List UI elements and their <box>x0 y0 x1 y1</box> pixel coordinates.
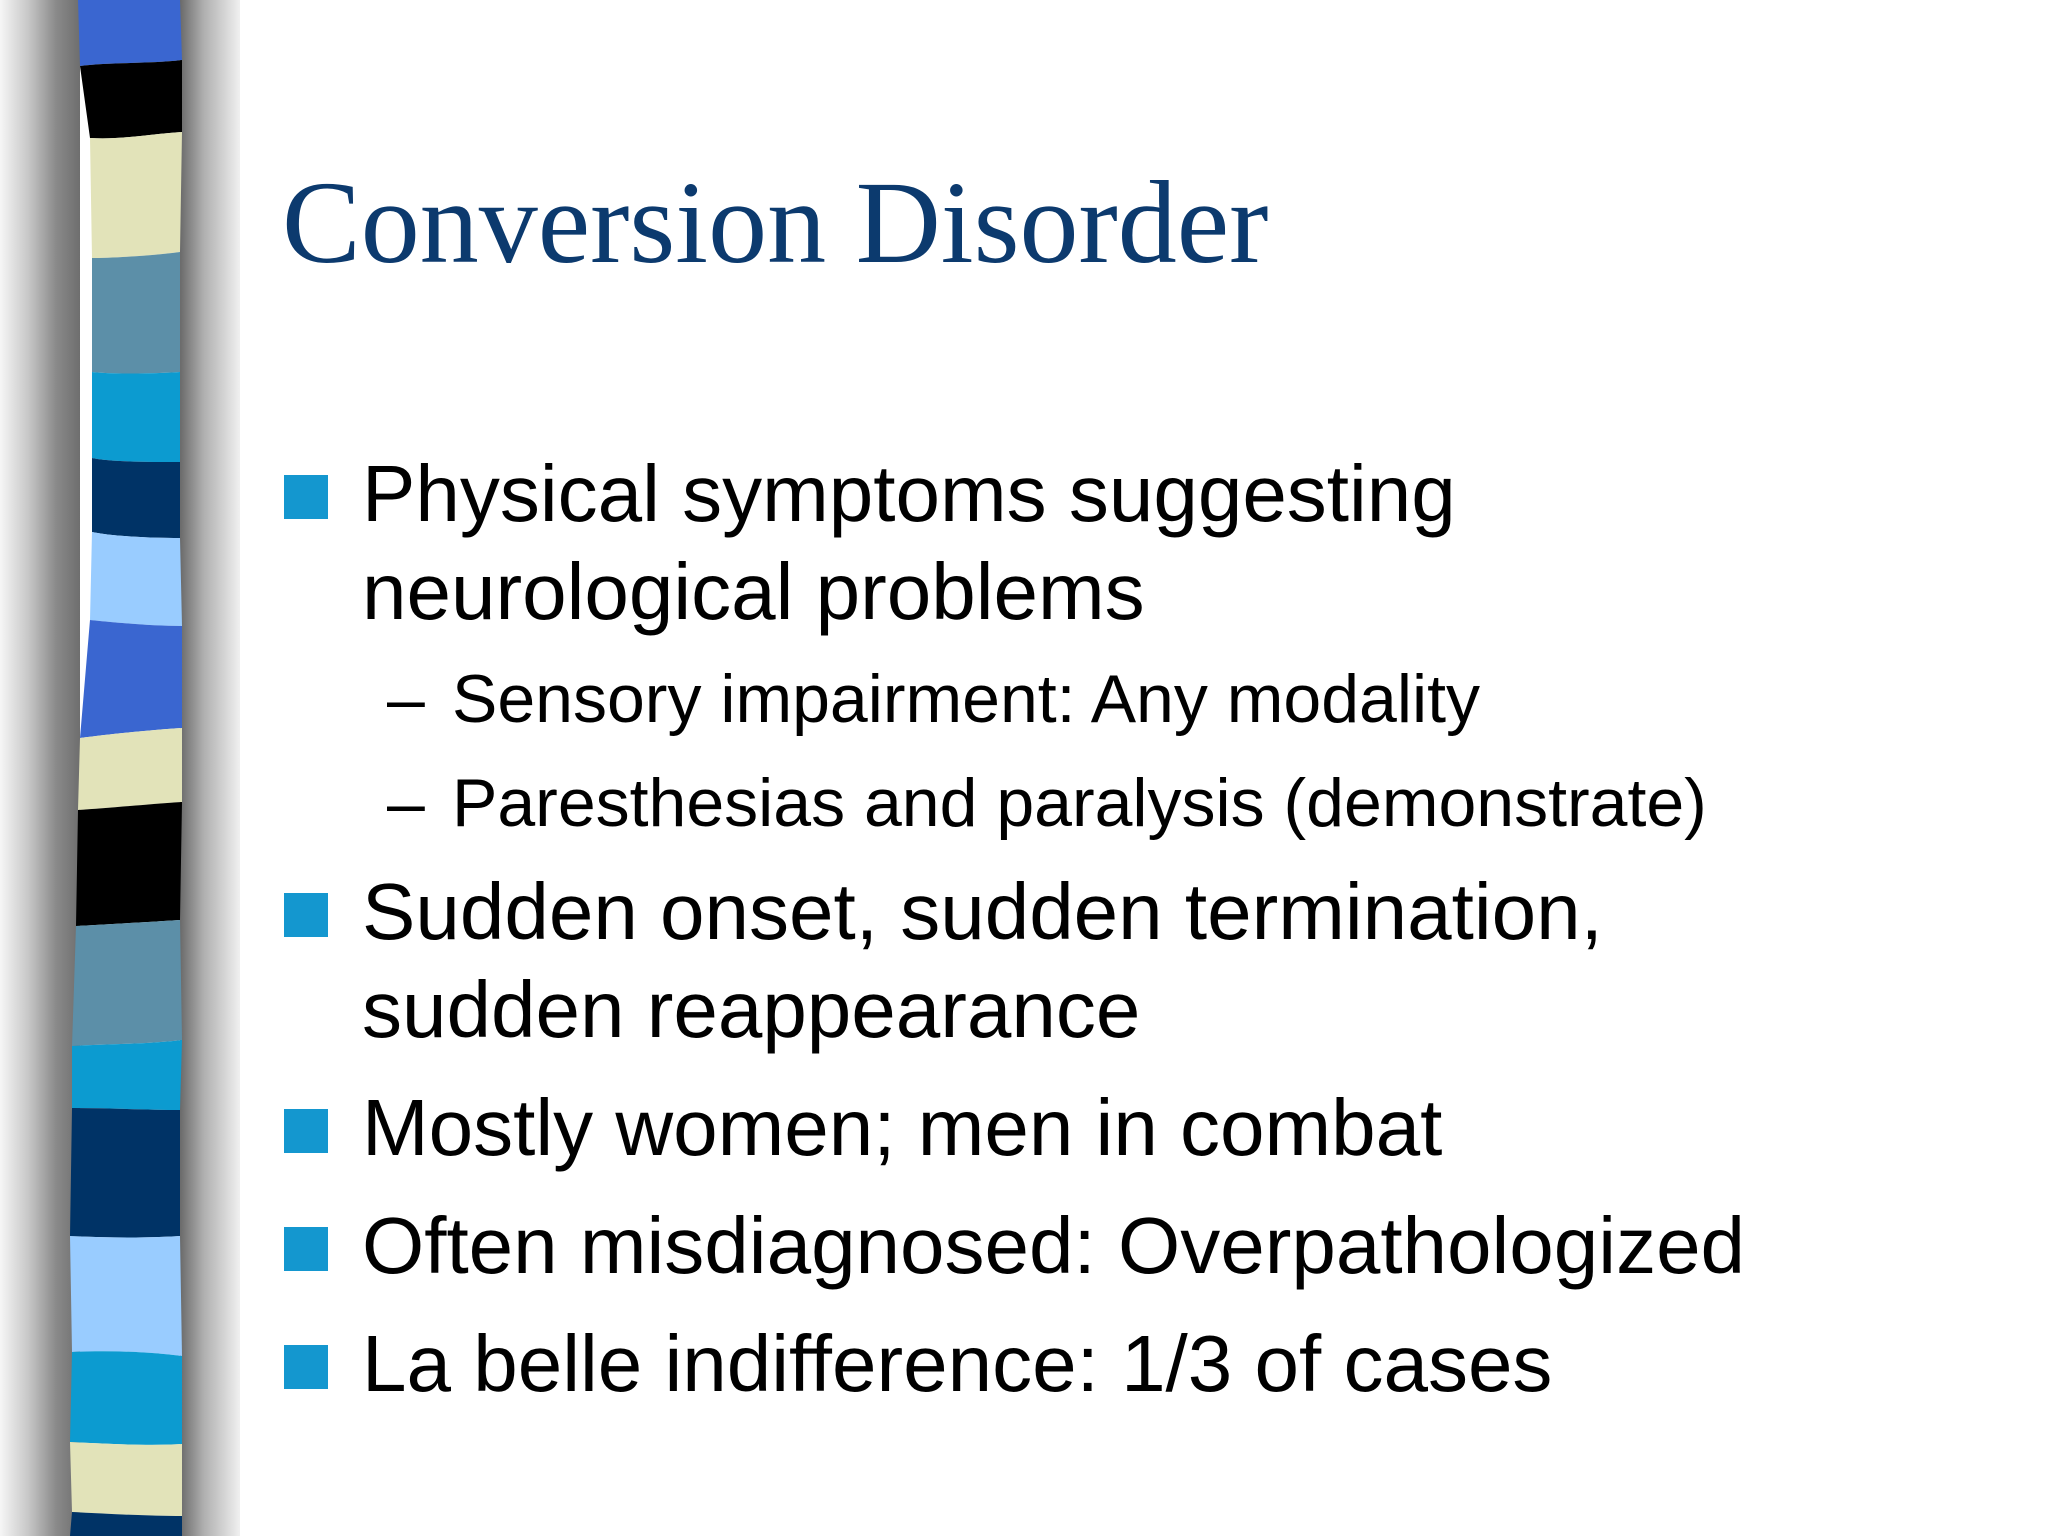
square-bullet-icon <box>284 1345 328 1389</box>
bullet-item <box>282 1079 2022 1177</box>
bullet-text-line: Sudden onset, sudden termination, <box>362 867 1603 956</box>
square-bullet-icon <box>284 475 328 519</box>
square-bullet-icon <box>284 1227 328 1271</box>
sub-bullet-text: Sensory impairment: Any modality <box>452 661 1480 737</box>
dash-bullet-icon: – <box>387 661 425 737</box>
bullet-item <box>282 445 2022 641</box>
sub-bullet-list <box>282 647 2022 855</box>
striped-border-graphic <box>0 0 240 1536</box>
bullet-text-line: sudden reappearance <box>362 965 1141 1054</box>
square-bullet-icon <box>284 1109 328 1153</box>
bullet-text-line: Often misdiagnosed: Overpathologized <box>362 1201 1746 1290</box>
sub-bullet-text: Paresthesias and paralysis (demonstrate) <box>452 765 1707 841</box>
bullet-item <box>282 863 2022 1059</box>
bullet-text-line: neurological problems <box>362 547 1145 636</box>
bullet-text-line: Physical symptoms suggesting <box>362 449 1456 538</box>
bullet-item <box>282 1197 2022 1295</box>
bullet-text-line: La belle indifference: 1/3 of cases <box>362 1319 1553 1408</box>
striped-border-decoration <box>0 0 240 1536</box>
bullet-text-line: Mostly women; men in combat <box>362 1083 1443 1172</box>
sub-bullet-item <box>282 751 2022 855</box>
sub-bullet-item <box>282 647 2022 751</box>
square-bullet-icon <box>284 893 328 937</box>
dash-bullet-icon: – <box>387 765 425 841</box>
bullet-list <box>282 445 2022 1413</box>
slide-title: Conversion Disorder <box>282 157 1269 288</box>
bullet-item <box>282 1315 2022 1413</box>
